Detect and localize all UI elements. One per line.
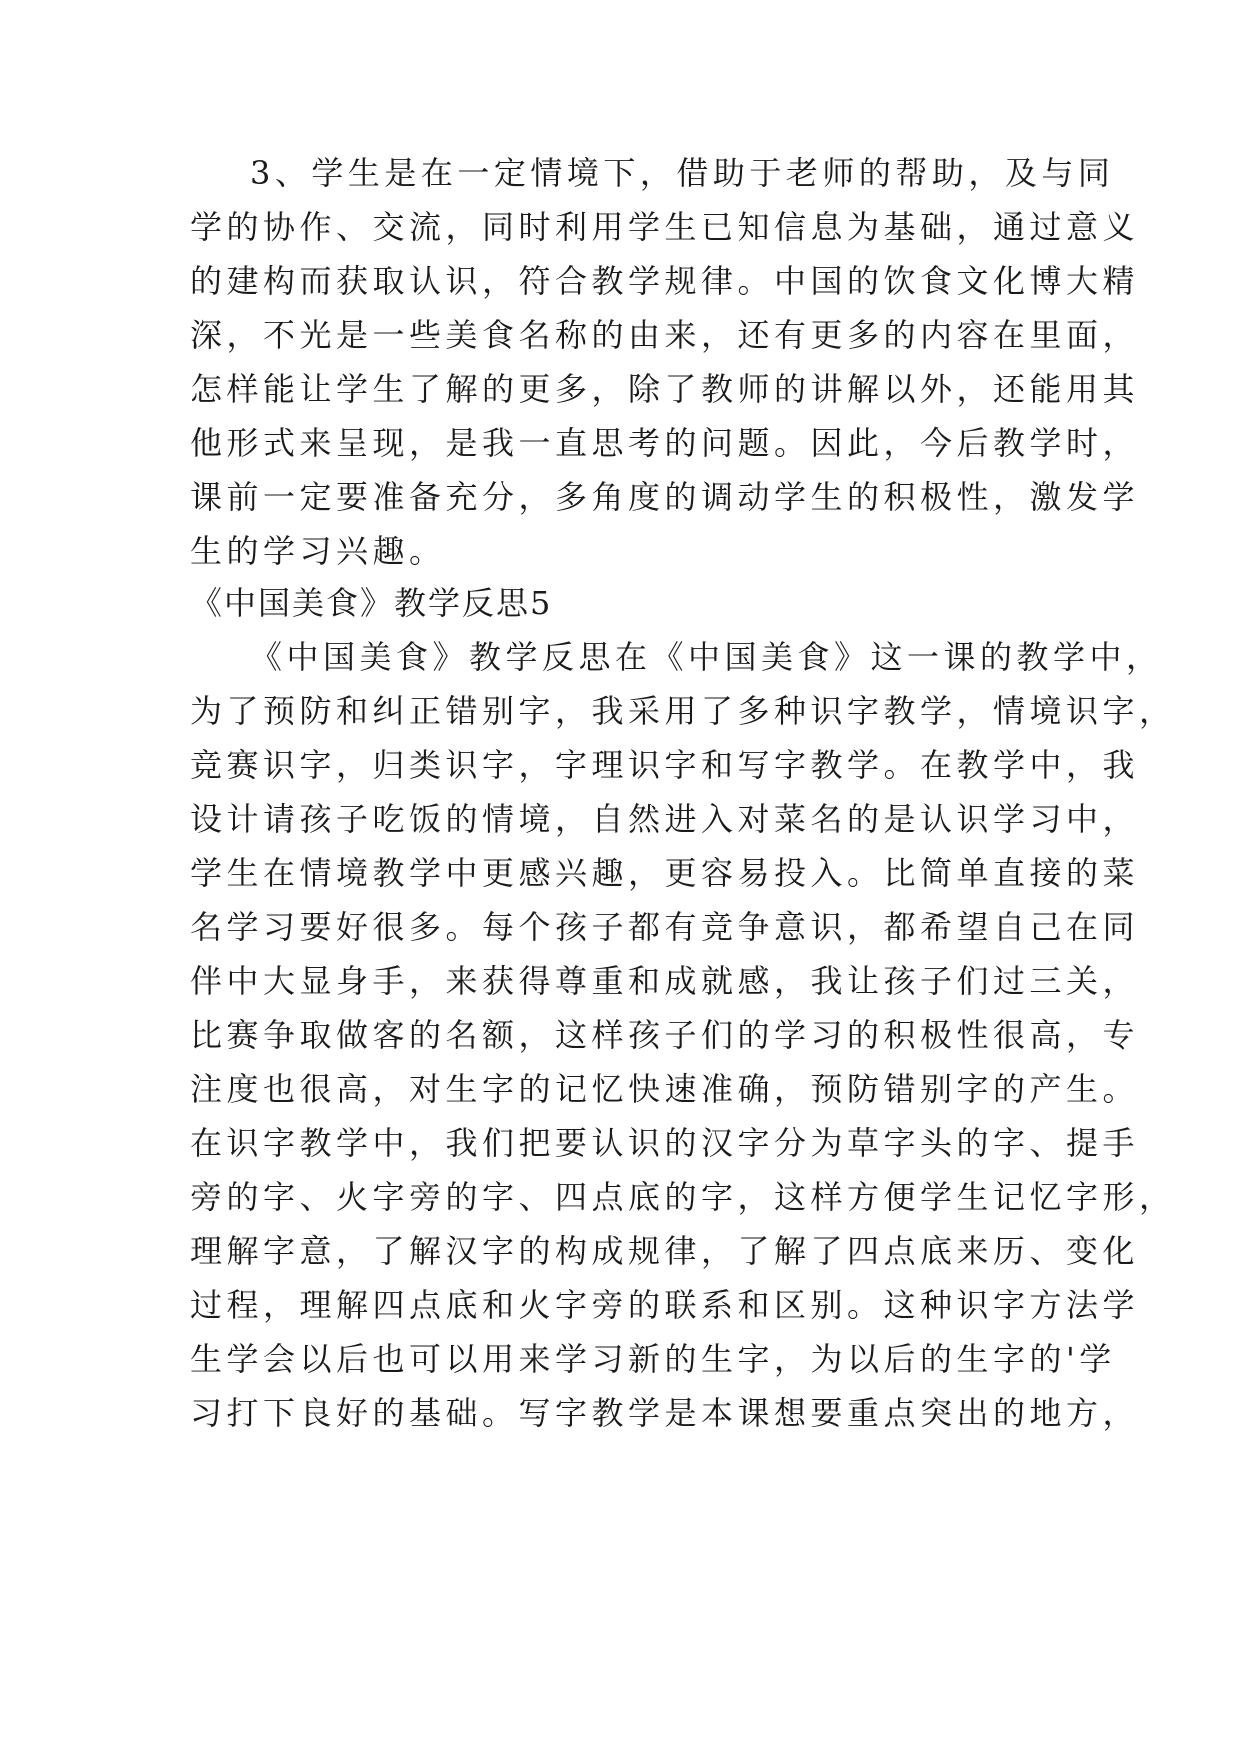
text-line: 学生在情境教学中更感兴趣，更容易投入。比简单直接的菜	[190, 854, 1140, 892]
text-line: 深，不光是一些美食名称的由来，还有更多的内容在里面，	[190, 316, 1140, 354]
text-line: 生学会以后也可以用来学习新的生字，为以后的生字的'学	[190, 1340, 1116, 1378]
text-line: 旁的字、火字旁的字、四点底的字，这样方便学生记忆字形，	[190, 1178, 1176, 1216]
text-line: 习打下良好的基础。写字教学是本课想要重点突出的地方，	[190, 1394, 1140, 1432]
text-line: 名学习要好很多。每个孩子都有竞争意识，都希望自己在同	[190, 908, 1140, 946]
text-line: 比赛争取做客的名额，这样孩子们的学习的积极性很高，专	[190, 1016, 1140, 1054]
text-line: 理解字意，了解汉字的构成规律，了解了四点底来历、变化	[190, 1232, 1140, 1270]
text-line: 设计请孩子吃饭的情境，自然进入对菜名的是认识学习中，	[190, 800, 1140, 838]
text-line: 学的协作、交流，同时利用学生已知信息为基础，通过意义	[190, 208, 1140, 246]
text-line: 竞赛识字，归类识字，字理识字和写字教学。在教学中，我	[190, 746, 1140, 784]
text-line: 课前一定要准备充分，多角度的调动学生的积极性，激发学	[190, 478, 1140, 516]
text-line: 为了预防和纠正错别字，我采用了多种识字教学，情境识字，	[190, 692, 1176, 730]
text-line: 的建构而获取认识，符合教学规律。中国的饮食文化博大精	[190, 262, 1140, 300]
text-line: 在识字教学中，我们把要认识的汉字分为草字头的字、提手	[190, 1124, 1140, 1162]
text-line: 注度也很高，对生字的记忆快速准确，预防错别字的产生。	[190, 1070, 1140, 1108]
text-line: 伴中大显身手，来获得尊重和成就感，我让孩子们过三关，	[190, 962, 1140, 1000]
text-line: 他形式来呈现，是我一直思考的问题。因此，今后教学时，	[190, 424, 1140, 462]
text-line: 生的学习兴趣。	[190, 532, 446, 570]
text-line: 《中国美食》教学反思在《中国美食》这一课的教学中，	[250, 638, 1163, 676]
section-heading: 《中国美食》教学反思5	[190, 584, 553, 622]
text-line: 怎样能让学生了解的更多，除了教师的讲解以外，还能用其	[190, 370, 1140, 408]
text-line: 过程，理解四点底和火字旁的联系和区别。这种识字方法学	[190, 1286, 1140, 1324]
text-line: 3、学生是在一定情境下，借助于老师的帮助，及与同	[250, 154, 1115, 192]
